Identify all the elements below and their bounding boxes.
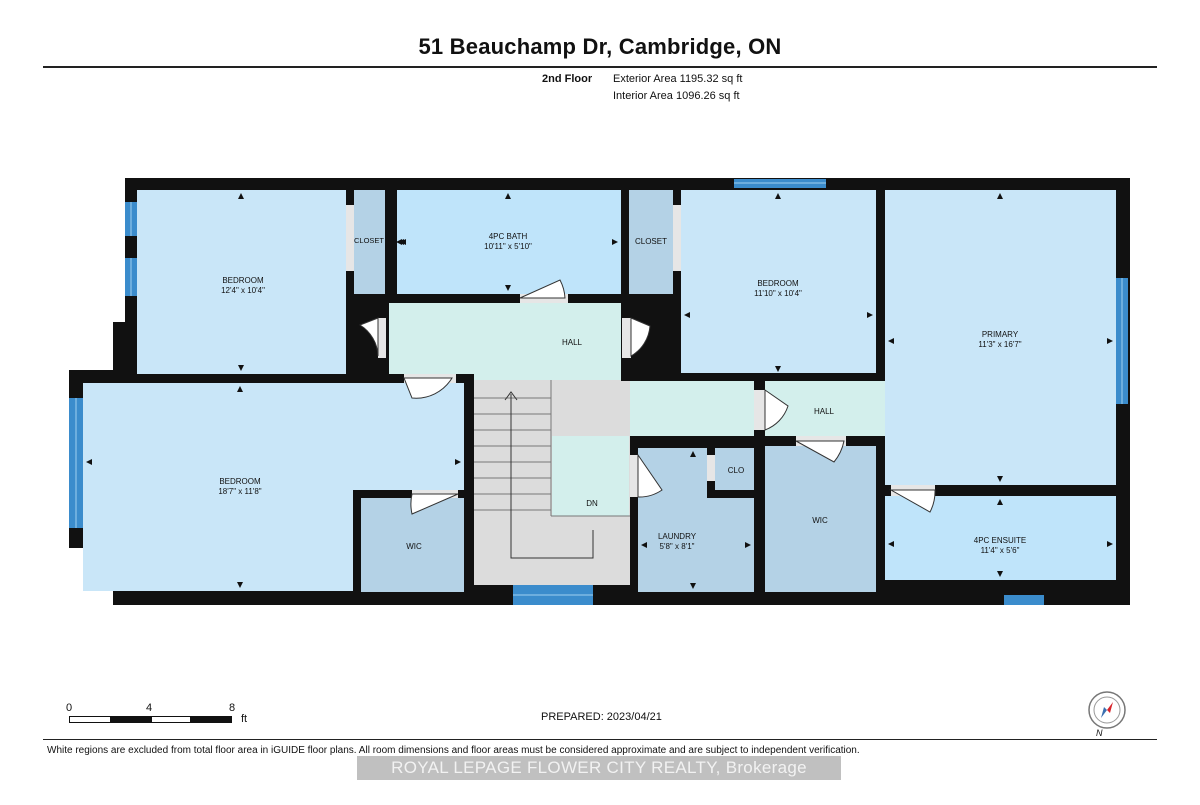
compass-icon (1086, 691, 1130, 731)
scale-unit: ft (241, 713, 248, 725)
hall-main-a (389, 303, 621, 380)
north-label: N (1096, 728, 1103, 738)
footer-divider (43, 739, 1157, 740)
floor-label: 2nd Floor (542, 73, 593, 85)
exterior-area: Exterior Area 1195.32 sq ft (613, 73, 743, 85)
scale-segment-3 (151, 716, 191, 723)
scale-label-0: 0 (66, 702, 73, 714)
closet-nw-name: CLOSET (353, 236, 385, 245)
primary-dims: 11'3" x 16'7" (978, 340, 1022, 349)
brokerage-watermark: ROYAL LEPAGE FLOWER CITY REALTY, Brokerage (357, 756, 841, 780)
bedroom-n-name: BEDROOM (757, 279, 799, 288)
prepared-date: PREPARED: 2023/04/21 (541, 711, 662, 723)
footnote: White regions are excluded from total floor area in iGUIDE floor plans. All room dimensions and floor areas must be considered approximate and are subject to independent verification. (47, 745, 860, 756)
primary-name: PRIMARY (981, 330, 1019, 339)
hall-east-name: HALL (813, 407, 835, 416)
scale-segment-1 (69, 716, 111, 723)
laundry-dims: 5'8" x 8'1" (659, 542, 695, 551)
plan-title: 51 Beauchamp Dr, Cambridge, ON (418, 34, 782, 59)
ensuite-name: 4PC ENSUITE (973, 536, 1027, 545)
interior-area: Interior Area 1096.26 sq ft (613, 90, 740, 102)
bedroom-sw-dims: 18'7" x 11'8" (218, 487, 262, 496)
scale-label-4: 4 (146, 702, 153, 714)
bedroom-nw-dims: 12'4" x 10'4" (221, 286, 265, 295)
scale-label-8: 8 (229, 702, 236, 714)
wic-sw-name: WIC (406, 542, 422, 551)
hall-main-name: HALL (561, 338, 583, 347)
ensuite-dims: 11'4" x 5'6" (980, 546, 1020, 555)
bath-name: 4PC BATH (488, 232, 528, 241)
bath-dims: 10'11" x 5'10" (484, 242, 532, 251)
bedroom-sw-name: BEDROOM (219, 477, 261, 486)
scale-segment-4 (190, 716, 232, 723)
laundry-name: LAUNDRY (657, 532, 697, 541)
clo-name: CLO (727, 466, 745, 475)
bedroom-nw-name: BEDROOM (222, 276, 264, 285)
closet-n-name: CLOSET (634, 237, 668, 246)
bedroom-n-dims: 11'10" x 10'4" (754, 289, 802, 298)
scale-segment-2 (110, 716, 152, 723)
stairs-dn: DN (586, 499, 598, 508)
wic-e-name: WIC (812, 516, 828, 525)
